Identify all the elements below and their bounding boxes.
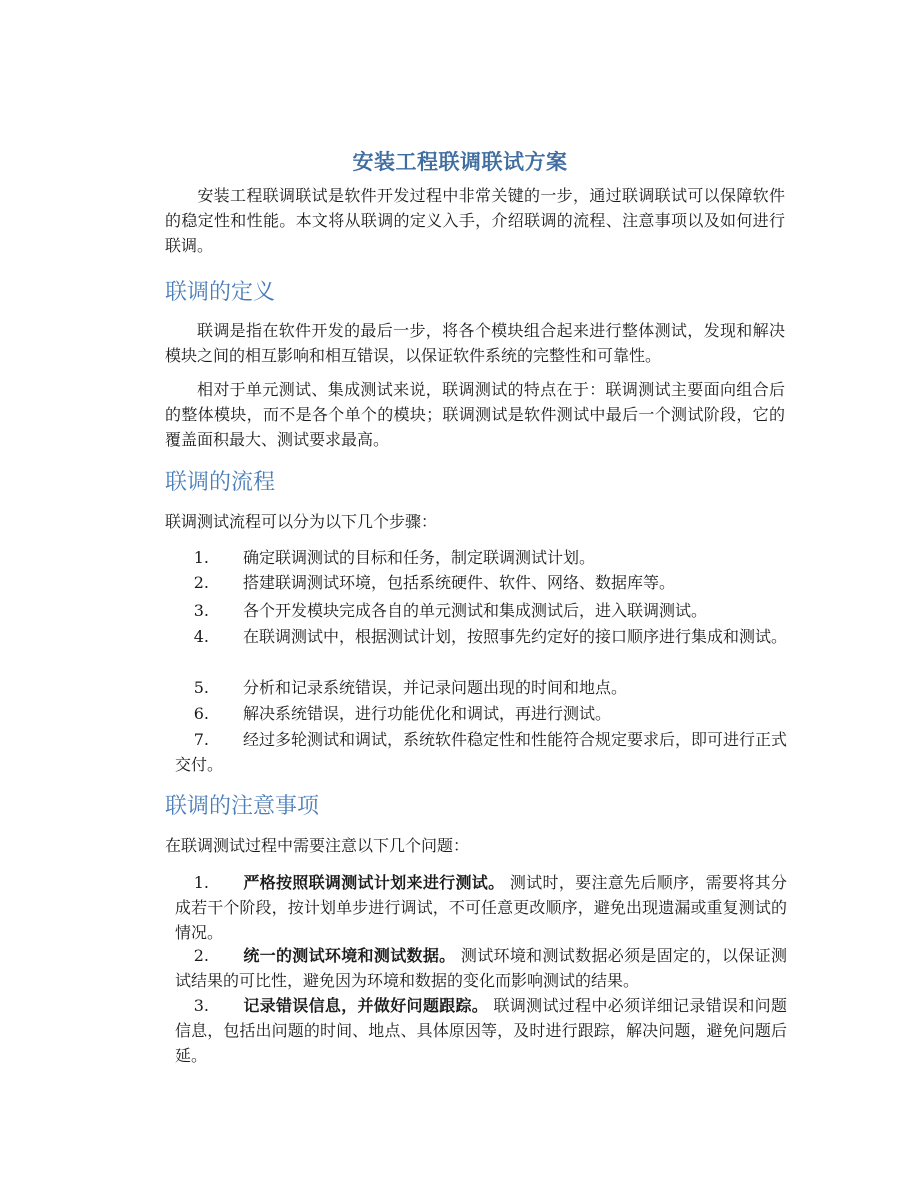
note-text: 测试环境和测试数据必须是固定的，以保证测试结果的可比性，避免因为环境和数据的变化而影响测试的结果。 — [175, 946, 787, 990]
step-number: 1. — [193, 548, 209, 567]
process-step — [175, 624, 787, 649]
step-text: 分析和记录系统错误，并记录问题出现的时间和地点。 — [243, 678, 628, 697]
step-text: 解决系统错误，进行功能优化和调试，再进行测试。 — [243, 704, 612, 723]
note-text: 联调测试过程中必须详细记录错误和问题信息，包括出问题的时间、地点、具体原因等，及时进行跟踪，解决问题，避免问题后延。 — [175, 996, 787, 1065]
heading-definition: 联调的定义 — [165, 280, 276, 305]
process-step — [175, 598, 787, 623]
note-number: 1. — [193, 873, 209, 892]
notes-lead: 在联调测试过程中需要注意以下几个问题： — [165, 836, 470, 855]
note-text: 测试时，要注意先后顺序，需要将其分成若干个阶段，按计划单步进行调试，不可任意更改顺序，避免出现遗漏或重复测试的情况。 — [175, 873, 787, 942]
definition-p1-text: 联调是指在软件开发的最后一步，将各个模块组合起来进行整体测试，发现和解决模块之间的相互影响和相互错误，以保证软件系统的完整性和可靠性。 — [165, 321, 785, 365]
step-number: 5. — [193, 678, 209, 697]
process-lead: 联调测试流程可以分为以下几个步骤： — [165, 512, 438, 531]
note-bold: 严格按照联调测试计划来进行测试。 — [243, 873, 505, 892]
process-step — [175, 727, 787, 777]
step-number: 3. — [193, 601, 209, 620]
note-bold: 记录错误信息，并做好问题跟踪。 — [243, 996, 489, 1015]
note-item — [175, 870, 787, 945]
step-text: 各个开发模块完成各自的单元测试和集成测试后，进入联调测试。 — [243, 601, 708, 620]
definition-p2-text: 相对于单元测试、集成测试来说，联调测试的特点在于：联调测试主要面向组合后的整体模块，而不是各个单个的模块；联调测试是软件测试中最后一个测试阶段，它的覆盖面积最大、测试要求最高。 — [165, 380, 785, 449]
page-title: 安装工程联调联试方案 — [352, 149, 568, 174]
step-number: 2. — [193, 573, 209, 592]
process-step — [175, 701, 787, 726]
step-text: 在联调测试中，根据测试计划，按照事先约定好的接口顺序进行集成和测试。 — [243, 627, 788, 646]
process-step — [175, 545, 787, 570]
note-bold: 统一的测试环境和测试数据。 — [243, 946, 456, 965]
step-number: 7. — [193, 730, 209, 749]
definition-paragraph-2 — [165, 377, 785, 452]
step-text: 搭建联调测试环境，包括系统硬件、软件、网络、数据库等。 — [243, 573, 676, 592]
step-number: 6. — [193, 704, 209, 723]
note-number: 2. — [193, 946, 209, 965]
process-step — [175, 570, 787, 595]
note-item — [175, 943, 787, 993]
note-item — [175, 993, 787, 1068]
note-number: 3. — [193, 996, 209, 1015]
intro-text: 安装工程联调联试是软件开发过程中非常关键的一步，通过联调联试可以保障软件的稳定性和性能。本文将从联调的定义入手，介绍联调的流程、注意事项以及如何进行联调。 — [165, 186, 785, 255]
intro-paragraph — [165, 183, 785, 258]
definition-paragraph-1 — [165, 318, 785, 368]
step-text: 确定联调测试的目标和任务，制定联调测试计划。 — [243, 548, 596, 567]
heading-process: 联调的流程 — [165, 470, 276, 495]
heading-notes: 联调的注意事项 — [165, 794, 320, 819]
step-number: 4. — [193, 627, 209, 646]
step-text: 经过多轮测试和调试，系统软件稳定性和性能符合规定要求后，即可进行正式交付。 — [175, 730, 788, 774]
process-step — [175, 675, 787, 700]
